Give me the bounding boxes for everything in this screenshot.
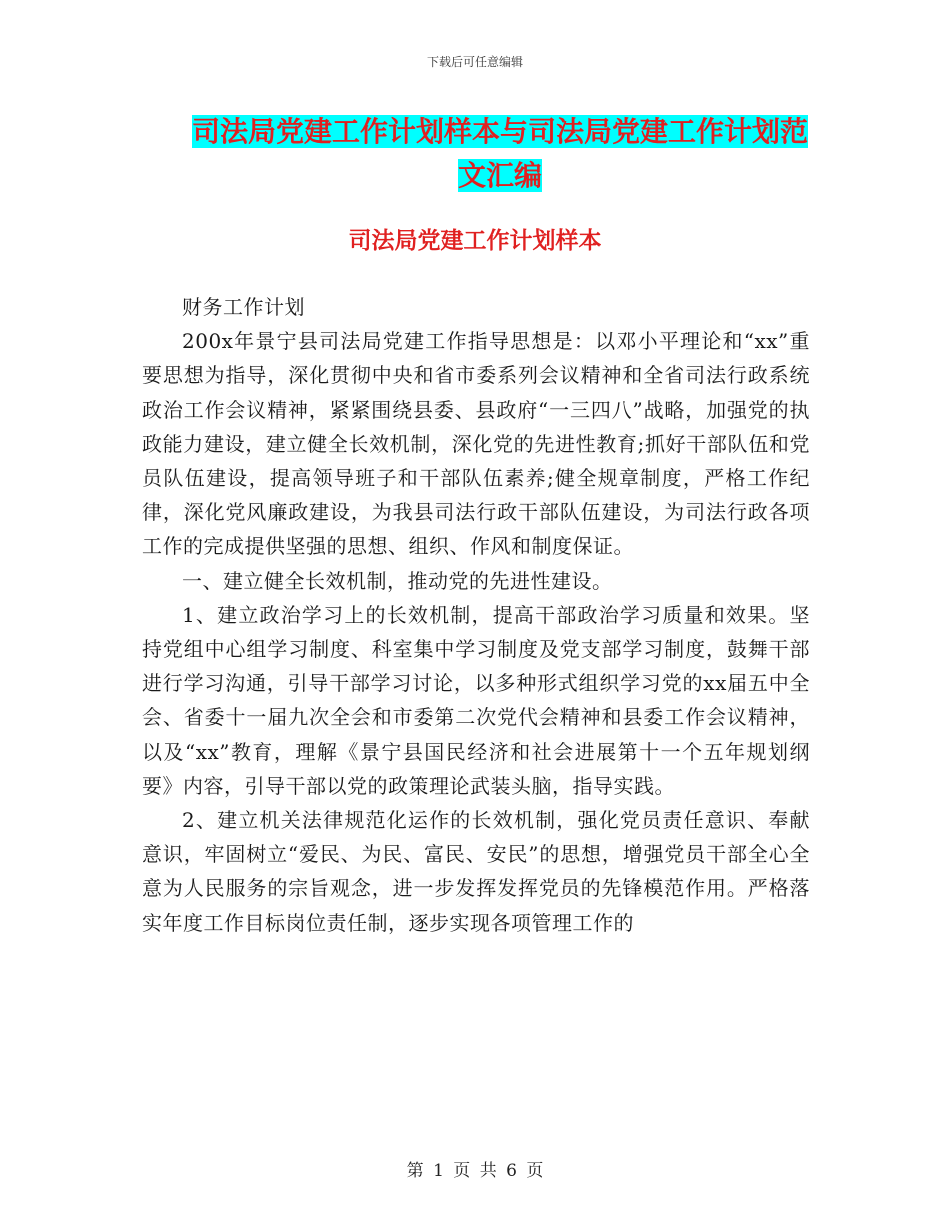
document-body — [142, 290, 810, 940]
paragraph: 2、建立机关法律规范化运作的长效机制，强化党员责任意识、奉献意识，牢固树立“爱民、为民、富民、安民”的思想，增强党员干部全心全意为人民服务的宗旨观念，进一步发挥发挥党员的先锋模范作用。严格落实年度工作目标岗位责任制，逐步实现各项管理工作的 — [142, 808, 810, 935]
section-title: 司法局党建工作计划样本 — [348, 227, 602, 254]
document-title — [190, 110, 810, 198]
paragraph: 1、建立政治学习上的长效机制，提高干部政治学习质量和效果。坚持党组中心组学习制度、科室集中学习制度及党支部学习制度，鼓舞干部进行学习沟通，引导干部学习讨论，以多种形式组织学习党的xx届五中全会、省委十一届九次全会和市委第二次党代会精神和县委工作会议精神，以及“xx”教育，理解《景宁县国民经济和社会进展第十一个五年规划纲要》内容，引导干部以党的政策理论武装头脑，指导实践。 — [142, 602, 810, 798]
page-header-note: 下载后可任意编辑 — [426, 55, 523, 69]
document-title-text: 司法局党建工作计划样本与司法局党建工作计划范文汇编 — [191, 115, 808, 192]
paragraph: 200x年景宁县司法局党建工作指导思想是：以邓小平理论和“xx”重要思想为指导，深化贯彻中央和省市委系列会议精神和全省司法行政系统政治工作会议精神，紧紧围绕县委、县政府“一三四八”战略，加强党的执政能力建设，建立健全长效机制，深化党的先进性教育;抓好干部队伍和党员队伍建设，提高领导班子和干部队伍素养;健全规章制度，严格工作纪律，深化党风廉政建设，为我县司法行政干部队伍建设，为司法行政各项工作的完成提供坚强的思想、组织、作风和制度保证。 — [142, 329, 810, 559]
paragraph: 财务工作计划 — [182, 295, 305, 319]
page-number-footer: 第 1 页 共 6 页 — [406, 1161, 544, 1181]
paragraph: 一、建立健全长效机制，推动党的先进性建设。 — [182, 568, 613, 593]
